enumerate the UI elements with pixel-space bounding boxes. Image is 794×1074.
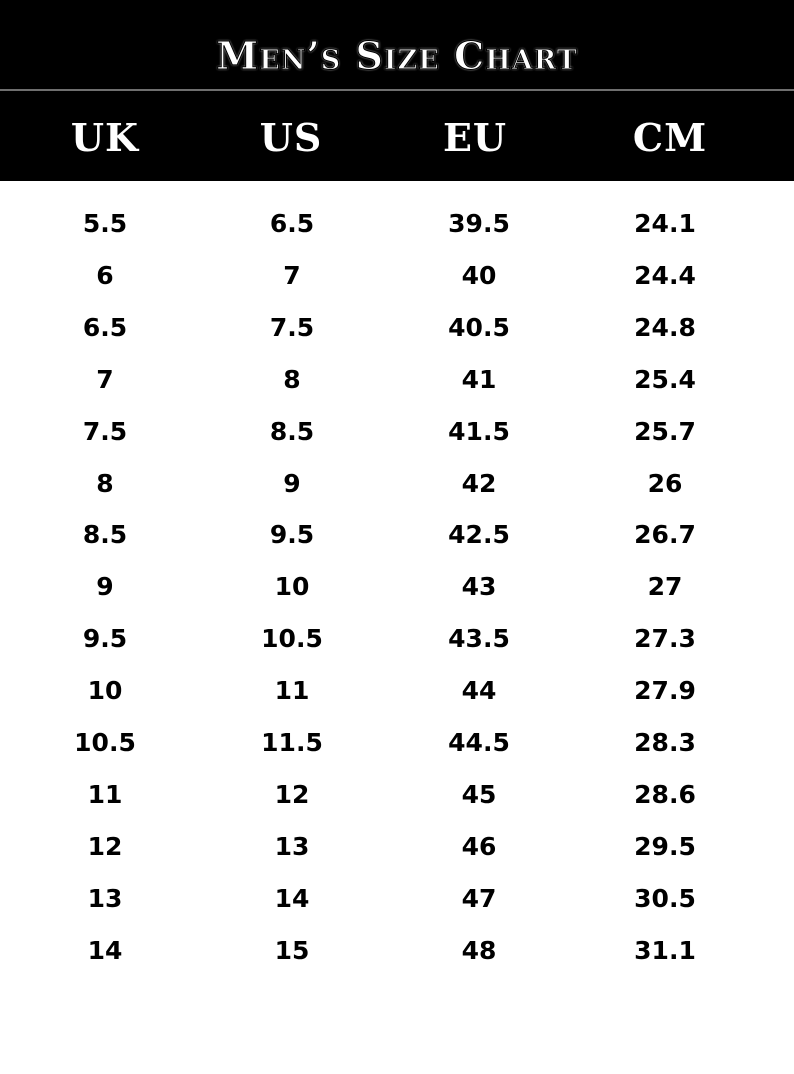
cell-eu: 39.5	[448, 209, 510, 238]
cell-eu: 48	[461, 936, 497, 965]
cell-eu: 46	[461, 832, 497, 861]
cell-us: 10.5	[261, 624, 323, 653]
column-header-cm: CM	[632, 115, 708, 160]
cell-cm: 24.1	[634, 209, 696, 238]
cell-cm: 24.4	[634, 261, 696, 290]
cell-us: 12	[274, 780, 310, 809]
cell-cm: 25.4	[634, 365, 696, 394]
cell-us: 6.5	[269, 209, 315, 238]
cell-us: 15	[274, 936, 310, 965]
cell-uk: 8.5	[82, 520, 128, 549]
cell-uk: 6	[96, 261, 114, 290]
column-header-uk: UK	[70, 115, 140, 160]
column-header-us: US	[259, 115, 323, 160]
cell-uk: 11	[87, 780, 123, 809]
cell-uk: 6.5	[82, 313, 128, 342]
cell-uk: 8	[96, 469, 114, 498]
cell-cm: 26	[647, 469, 683, 498]
cell-eu: 42	[461, 469, 497, 498]
cell-us: 11	[274, 676, 310, 705]
cell-uk: 5.5	[82, 209, 128, 238]
cell-cm: 28.3	[634, 728, 696, 757]
cell-cm: 27.9	[634, 676, 696, 705]
chart-title	[0, 34, 794, 78]
cell-uk: 9.5	[82, 624, 128, 653]
cell-us: 9	[283, 469, 301, 498]
cell-cm: 24.8	[634, 313, 696, 342]
cell-uk: 7.5	[82, 417, 128, 446]
cell-uk: 12	[87, 832, 123, 861]
cell-eu: 47	[461, 884, 497, 913]
cell-eu: 44.5	[448, 728, 510, 757]
cell-eu: 42.5	[448, 520, 510, 549]
cell-eu: 44	[461, 676, 497, 705]
cell-us: 10	[274, 572, 310, 601]
cell-cm: 30.5	[634, 884, 696, 913]
cell-us: 7	[283, 261, 301, 290]
cell-eu: 41	[461, 365, 497, 394]
cell-cm: 29.5	[634, 832, 696, 861]
cell-uk: 9	[96, 572, 114, 601]
cell-us: 8	[283, 365, 301, 394]
cell-eu: 43.5	[448, 624, 510, 653]
cell-us: 13	[274, 832, 310, 861]
cell-us: 8.5	[269, 417, 315, 446]
cell-cm: 28.6	[634, 780, 696, 809]
cell-uk: 10	[87, 676, 123, 705]
cell-us: 7.5	[269, 313, 315, 342]
cell-eu: 41.5	[448, 417, 510, 446]
cell-us: 14	[274, 884, 310, 913]
cell-uk: 13	[87, 884, 123, 913]
cell-cm: 26.7	[634, 520, 696, 549]
cell-cm: 25.7	[634, 417, 696, 446]
cell-uk: 14	[87, 936, 123, 965]
chart-title-text: Men’s Size Chart	[216, 33, 578, 78]
cell-eu: 43	[461, 572, 497, 601]
cell-cm: 27	[647, 572, 683, 601]
cell-uk: 10.5	[74, 728, 136, 757]
cell-eu: 40.5	[448, 313, 510, 342]
cell-uk: 7	[96, 365, 114, 394]
column-header-eu: EU	[442, 115, 508, 160]
cell-eu: 45	[461, 780, 497, 809]
cell-cm: 31.1	[634, 936, 696, 965]
cell-us: 9.5	[269, 520, 315, 549]
cell-us: 11.5	[261, 728, 323, 757]
cell-eu: 40	[461, 261, 497, 290]
cell-cm: 27.3	[634, 624, 696, 653]
